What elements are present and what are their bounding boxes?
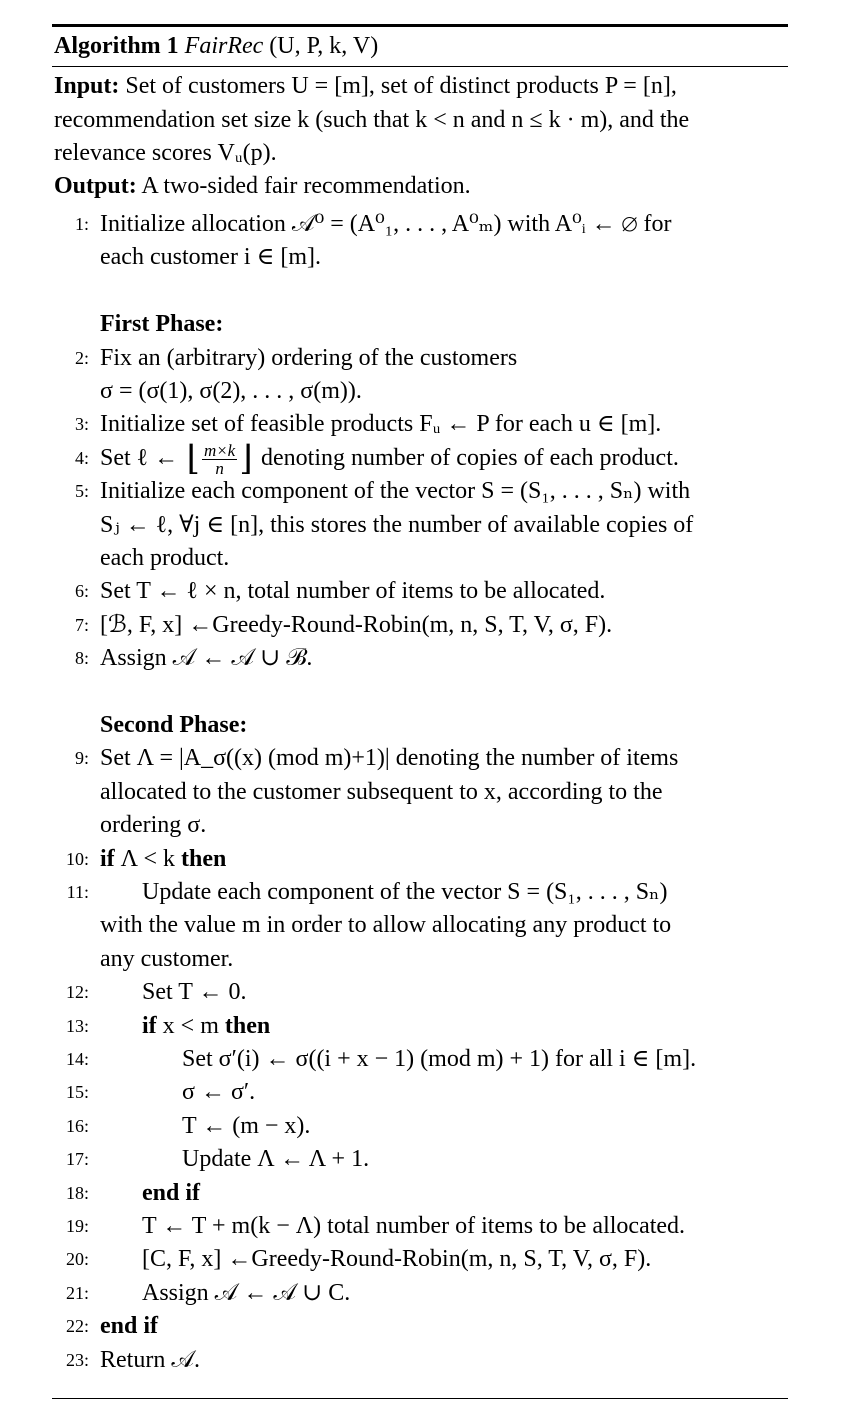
line-text [100, 208, 672, 242]
line-number: 16: [65, 1115, 89, 1136]
line-body: Initialize each component of the vector S = (S₁, . . . , Sₙ) with [100, 478, 691, 505]
line-body: [C, F, x] ←Greedy-Round-Robin(m, n, S, T, V, σ, F). [142, 1246, 652, 1273]
input-line-1: Set of customers U = [m], set of distinct products P = [n], [125, 73, 677, 99]
line-number: 1: [74, 214, 89, 234]
top-rule [52, 24, 788, 27]
line-text [100, 843, 226, 877]
keyword: end if [142, 1179, 201, 1206]
algorithm-line-13 [0, 1010, 862, 1044]
line-text [100, 1344, 200, 1378]
line-text [100, 609, 612, 643]
line-text [100, 1310, 158, 1344]
algorithm-line-continuation [0, 776, 862, 810]
line-body: Set Λ = |A_σ((x) (mod m)+1)| denoting the number of items [100, 745, 679, 772]
algorithm-line-continuation [0, 943, 862, 977]
algorithm-line-22 [0, 1310, 862, 1344]
line-number: 5: [74, 481, 89, 502]
line-body: each customer i ∈ [m]. [100, 244, 322, 271]
line-body: with the value m in order to allow allocating any product to [100, 912, 672, 939]
line-number: 17: [65, 1149, 89, 1170]
algorithm-line-4 [0, 442, 862, 476]
title-rule [52, 66, 788, 67]
line-number: 18: [65, 1182, 89, 1203]
algorithm-line-2 [0, 342, 862, 376]
line-number: 21: [65, 1282, 89, 1303]
algorithm-line-1 [0, 208, 862, 242]
line-body: [ℬ, F, x] ←Greedy-Round-Robin(m, n, S, T, V, σ, F). [100, 611, 613, 638]
line-text [100, 776, 663, 810]
line-number: 8: [74, 648, 89, 669]
line-body: Initialize set of feasible products Fᵤ ← P for each u ∈ [m]. [100, 411, 662, 438]
line-body: each product. [100, 545, 230, 571]
algorithm-line-continuation [0, 909, 862, 943]
line-prefix: Set ℓ ← [100, 444, 179, 471]
line-number: 3: [74, 414, 89, 435]
line-body: any customer. [100, 945, 234, 972]
line-body: σ ← σ′. [182, 1079, 256, 1106]
line-body: Set σ′(i) ← σ((i + x − 1) (mod m) + 1) for all i ∈ [m]. [182, 1046, 697, 1072]
line-number: 7: [74, 614, 89, 635]
line-number: 19: [65, 1216, 89, 1236]
line-number: 12: [65, 982, 89, 1003]
algorithm-line-continuation [0, 509, 862, 543]
line-text [100, 375, 362, 409]
line-text [182, 1143, 369, 1177]
line-body: allocated to the customer subsequent to x, according to the [100, 778, 663, 805]
input-line-2: recommendation set size k (such that k < n and n ≤ k · m), and the [54, 106, 690, 133]
line-number: 10: [65, 848, 89, 869]
algorithm-line-7 [0, 609, 862, 643]
phase-heading: Second Phase: [100, 712, 248, 738]
line-body: x < m [156, 1012, 225, 1039]
line-body: σ = (σ(1), σ(2), . . . , σ(m)). [100, 378, 362, 404]
fraction-denominator: n [215, 458, 224, 478]
line-body: Assign 𝒜 ← 𝒜 ∪ ℬ. [100, 645, 313, 672]
algorithm-line-19 [0, 1210, 862, 1244]
algorithm-line-9 [0, 742, 862, 776]
algorithm-line-continuation [0, 275, 862, 309]
line-text [142, 1210, 685, 1244]
keyword: then [181, 845, 227, 872]
line-text [100, 308, 223, 342]
algorithm-line-6 [0, 575, 862, 609]
line-body: Assign 𝒜 ← 𝒜 ∪ C. [142, 1279, 351, 1306]
line-text [142, 976, 246, 1010]
line-body: Set T ← 0. [142, 979, 247, 1006]
output-block [54, 170, 792, 204]
algorithm-line-17 [0, 1143, 862, 1177]
line-text [100, 241, 321, 275]
fraction-numerator: m×k [203, 440, 236, 460]
algorithm-line-continuation [0, 241, 862, 275]
floor-right: ⌋ [239, 440, 261, 478]
algorithm-line-15 [0, 1076, 862, 1110]
line-text [100, 943, 233, 977]
line-body: Sⱼ ← ℓ, ∀j ∈ [n], this stores the number of available copies of [100, 511, 694, 538]
line-text [100, 642, 312, 676]
keyword: if [142, 1012, 157, 1039]
line-text [142, 1010, 270, 1044]
algorithm-line-3 [0, 408, 862, 442]
keyword: end if [100, 1313, 159, 1340]
line-body: T ← T + m(k − Λ) total number of items to be allocated. [142, 1213, 686, 1239]
algorithm-name: FairRec [184, 33, 264, 59]
algorithm-line-21 [0, 1277, 862, 1311]
line-text [100, 442, 679, 477]
line-number: 23: [65, 1349, 89, 1370]
algorithm-line-8 [0, 642, 862, 676]
line-text [182, 1043, 696, 1077]
input-line-3: relevance scores Vᵤ(p). [54, 140, 277, 166]
output-label: Output: [54, 173, 137, 199]
line-text [142, 1243, 651, 1277]
line-text [100, 408, 661, 442]
line-text [100, 542, 229, 576]
algorithm-line-5 [0, 475, 862, 509]
line-number: 2: [74, 347, 89, 368]
line-text [100, 909, 671, 943]
line-number: 20: [65, 1249, 89, 1270]
algorithm-line-continuation [0, 676, 862, 710]
line-number: 14: [65, 1049, 89, 1069]
algorithm-line-continuation [0, 308, 862, 342]
line-body: Set T ← ℓ × n, total number of items to be allocated. [100, 578, 606, 605]
line-body: Update each component of the vector S = (S₁, . . . , Sₙ) [142, 879, 668, 905]
fraction [202, 442, 237, 477]
algorithm-signature: (U, P, k, V) [269, 33, 379, 59]
line-text [100, 509, 693, 543]
bottom-rule [52, 1398, 788, 1399]
algorithm-line-continuation [0, 375, 862, 409]
line-text [100, 742, 678, 776]
line-text [142, 876, 668, 910]
algorithm-line-14 [0, 1043, 862, 1077]
line-body: Fix an (arbitrary) ordering of the customers [100, 344, 518, 371]
line-text [100, 475, 690, 509]
line-body: Initialize allocation 𝒜⁰ = (A⁰₁, . . . , A⁰ₘ) with A⁰ᵢ ← ∅ for [100, 211, 672, 237]
algorithm-line-continuation [0, 542, 862, 576]
line-text [100, 809, 206, 843]
line-text [142, 1177, 200, 1211]
line-number: 22: [65, 1316, 89, 1337]
algorithm-line-continuation [0, 709, 862, 743]
line-number: 15: [65, 1082, 89, 1103]
line-text [100, 709, 247, 743]
algorithm-title [54, 30, 378, 62]
line-number: 13: [65, 1015, 89, 1036]
algorithm-label: Algorithm 1 [54, 33, 179, 59]
line-number: 9: [74, 748, 89, 769]
line-text [100, 575, 605, 609]
line-body: Return 𝒜. [100, 1346, 201, 1373]
keyword: then [224, 1012, 271, 1039]
output-text: A two-sided fair recommendation. [141, 173, 471, 199]
algorithm-line-10 [0, 843, 862, 877]
line-body: T ← (m − x). [182, 1112, 311, 1139]
line-body: Λ < k [114, 845, 181, 872]
floor-left: ⌊ [178, 440, 200, 478]
algorithm-line-18 [0, 1177, 862, 1211]
line-number: 6: [74, 581, 89, 602]
algorithm-line-16 [0, 1110, 862, 1144]
line-text [182, 1110, 310, 1144]
line-text [182, 1076, 255, 1110]
line-body: denoting number of copies of each product. [261, 444, 679, 471]
input-label: Input: [54, 73, 120, 99]
keyword: if [100, 845, 115, 872]
algorithm-line-continuation [0, 809, 862, 843]
line-number: 4: [74, 447, 89, 468]
input-block [54, 70, 792, 171]
algorithm-line-11 [0, 876, 862, 910]
line-body: Update Λ ← Λ + 1. [182, 1146, 370, 1173]
line-text [100, 342, 517, 376]
line-text [142, 1277, 350, 1311]
algorithm-line-12 [0, 976, 862, 1010]
phase-heading: First Phase: [100, 311, 224, 338]
line-body: ordering σ. [100, 812, 207, 839]
algorithm-line-23 [0, 1344, 862, 1378]
line-number: 11: [66, 882, 89, 902]
algorithm-line-20 [0, 1243, 862, 1277]
